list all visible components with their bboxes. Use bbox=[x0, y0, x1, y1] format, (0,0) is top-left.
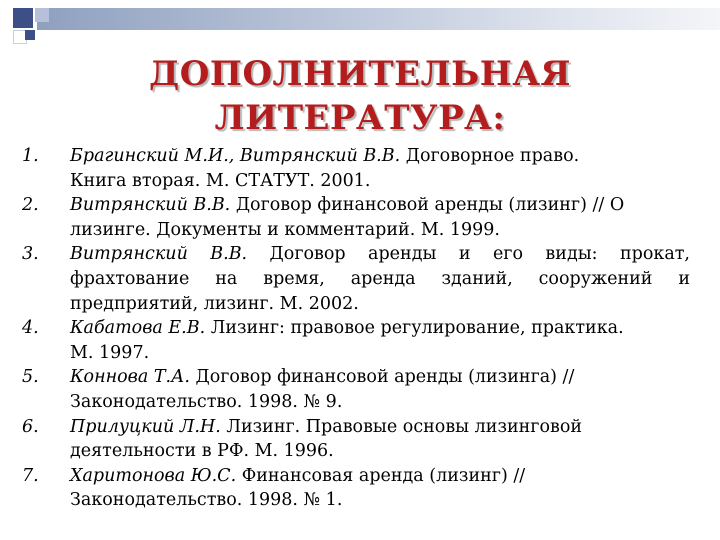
reference-list bbox=[22, 144, 690, 513]
item-line: М. 1997. bbox=[70, 342, 150, 363]
item-text: Лизинг. Правовые основы лизинговой bbox=[220, 416, 583, 437]
item-number: 5. bbox=[22, 367, 39, 388]
item-text: Договор аренды и его виды: прокат, bbox=[247, 244, 690, 265]
item-number: 6. bbox=[22, 416, 39, 437]
item-line: лизинге. Документы и комментарий. М. 1999. bbox=[70, 219, 500, 240]
item-author: Брагинский М.И., Витрянский В.В. bbox=[70, 146, 401, 166]
item-author: Витрянский В.В. bbox=[70, 244, 248, 265]
item-line bbox=[70, 365, 690, 390]
item-number: 2. bbox=[22, 195, 39, 216]
item-line: Законодательство. 1998. № 1. bbox=[70, 490, 343, 511]
item-line bbox=[70, 193, 690, 218]
item-text: Договорное право. bbox=[400, 146, 580, 166]
item-line bbox=[70, 144, 690, 169]
item-author: Кабатова Е.В. bbox=[70, 318, 206, 339]
slide-title bbox=[100, 52, 620, 140]
item-text: Договор финансовой аренды (лизинга) // bbox=[189, 367, 575, 388]
list-item bbox=[22, 365, 690, 414]
item-number: 1. bbox=[22, 146, 39, 166]
header-gradient-band bbox=[37, 8, 720, 30]
list-item bbox=[22, 415, 690, 464]
item-line bbox=[70, 316, 690, 341]
item-line bbox=[70, 242, 690, 267]
item-line bbox=[70, 415, 690, 440]
item-text: Лизинг: правовое регулирование, практика. bbox=[205, 318, 624, 339]
decor-square-dark bbox=[13, 8, 33, 28]
item-text: Договор финансовой аренды (лизинг) // О bbox=[230, 195, 625, 216]
item-line: Книга вторая. М. СТАТУТ. 2001. bbox=[70, 170, 371, 191]
decor-square-small bbox=[25, 30, 35, 40]
item-number: 4. bbox=[22, 318, 39, 339]
item-author: Коннова Т.А. bbox=[70, 367, 190, 388]
title-line-2: ЛИТЕРАТУРА: bbox=[214, 98, 506, 138]
item-author: Витрянский В.В. bbox=[70, 195, 231, 216]
item-author: Прилуцкий Л.Н. bbox=[70, 416, 221, 437]
list-item bbox=[22, 242, 690, 316]
item-line: Законодательство. 1998. № 9. bbox=[70, 391, 343, 412]
list-item bbox=[22, 316, 690, 365]
item-text: Финансовая аренда (лизинг) // bbox=[236, 465, 526, 486]
item-author: Харитонова Ю.С. bbox=[70, 465, 237, 486]
list-item bbox=[22, 144, 690, 193]
list-item bbox=[22, 464, 690, 513]
item-line bbox=[70, 464, 690, 489]
item-line: деятельности в РФ. М. 1996. bbox=[70, 441, 334, 462]
item-number: 7. bbox=[22, 465, 39, 486]
item-line: предприятий, лизинг. М. 2002. bbox=[70, 293, 359, 314]
list-item bbox=[22, 193, 690, 242]
decor-square-light bbox=[35, 8, 49, 22]
title-line-1: ДОПОЛНИТЕЛЬНАЯ bbox=[148, 54, 572, 94]
item-number: 3. bbox=[22, 244, 39, 265]
item-line: фрахтование на время, аренда зданий, сооружений и bbox=[70, 268, 690, 289]
